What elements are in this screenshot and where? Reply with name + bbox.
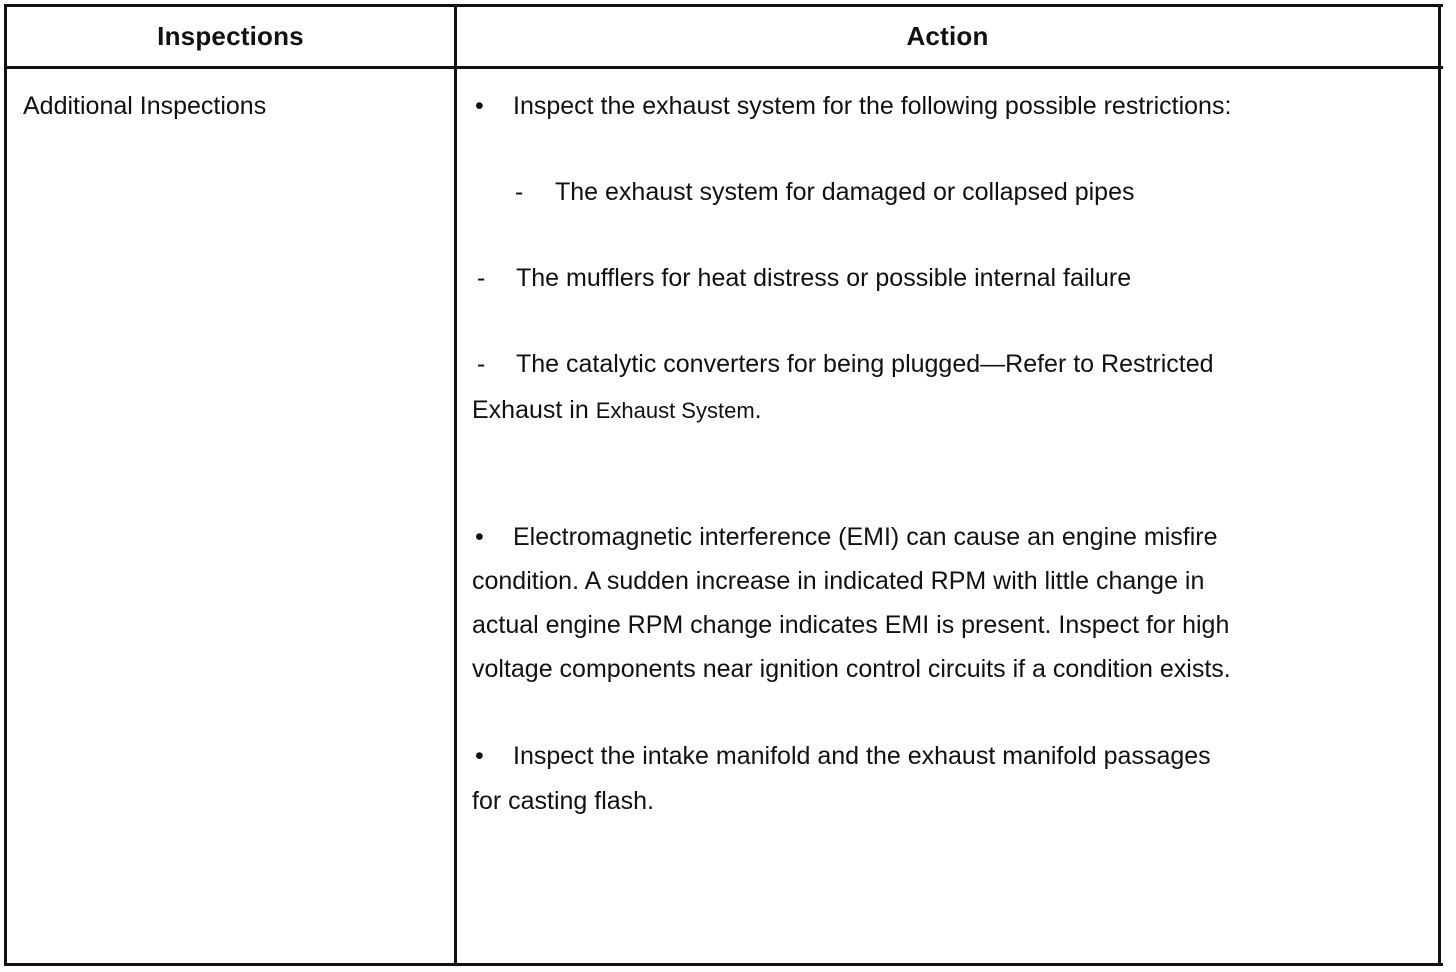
bullet-emi-line4: voltage components near ignition control circuits if a condition exists. <box>472 655 1231 683</box>
bullet-emi-line2: condition. A sudden increase in indicated RPM with little change in <box>472 567 1205 595</box>
header-action: Action <box>906 21 989 51</box>
exhaust-system-link[interactable]: Exhaust System <box>595 398 755 423</box>
dash-marker: - <box>477 264 486 292</box>
bullet-emi-line1: Electromagnetic interference (EMI) can cause an engine misfire <box>513 523 1218 551</box>
dash-marker: - <box>477 350 486 378</box>
table-border-left <box>4 4 7 966</box>
period: . <box>754 396 762 424</box>
bullet-marker: • <box>475 92 484 120</box>
bullet-intake-manifold-line2: for casting flash. <box>472 787 655 815</box>
bullet-marker: • <box>475 742 484 770</box>
bullet-exhaust-restrictions: Inspect the exhaust system for the following possible restrictions: <box>513 92 1232 120</box>
header-inspections: Inspections <box>157 21 304 51</box>
sub-item-mufflers: The mufflers for heat distress or possible internal failure <box>516 264 1132 292</box>
bullet-emi-line3: actual engine RPM change indicates EMI is present. Inspect for high <box>472 611 1230 639</box>
restricted-exhaust-prefix: Exhaust in <box>472 396 596 424</box>
table-border-bottom <box>4 963 1443 966</box>
column-divider <box>454 4 457 966</box>
sub-item-damaged-pipes: The exhaust system for damaged or collapsed pipes <box>555 178 1135 206</box>
bullet-marker: • <box>475 523 484 551</box>
table-border-right <box>1438 4 1441 966</box>
sub-item-catalytic-converters-continued <box>472 388 762 433</box>
row-label-additional-inspections: Additional Inspections <box>23 92 267 120</box>
dash-marker: - <box>515 178 524 206</box>
header-divider <box>4 66 1443 69</box>
sub-item-catalytic-converters: The catalytic converters for being plugged—Refer to Restricted <box>516 350 1214 378</box>
bullet-intake-manifold-line1: Inspect the intake manifold and the exhaust manifold passages <box>513 742 1211 770</box>
